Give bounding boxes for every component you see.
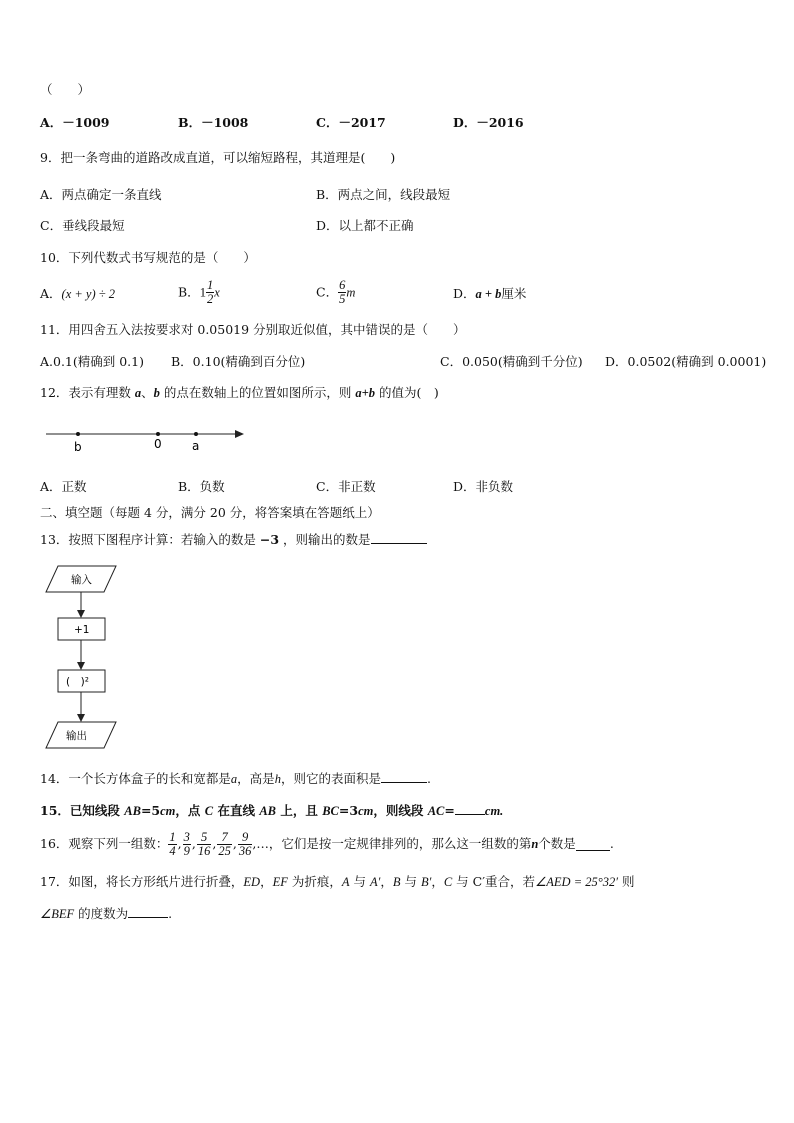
q15-mid3: 上，且 — [276, 803, 323, 818]
q10-option-d-expr: a + b — [475, 287, 502, 301]
q10-stem: 10．下列代数式书写规范的是（ ） — [40, 250, 256, 265]
q16-numerator: 3 — [183, 829, 190, 844]
q14-end: . — [426, 771, 431, 786]
q17-line2 — [40, 905, 172, 922]
q17-pre: 17．如图，将长方形纸片进行折叠， — [40, 874, 244, 889]
q12-stem-post: 的值为( ) — [374, 385, 439, 400]
q9-option-a: A．两点确定一条直线 — [40, 187, 162, 202]
section-2-heading: 二、填空题（每题 4 分，满分 20 分，将答案填在答题纸上） — [40, 505, 380, 520]
q14-var-h: h — [274, 772, 281, 786]
q15-mid2: 在直线 — [213, 803, 260, 818]
q16-denominator: 4 — [169, 843, 176, 858]
q14-stem — [40, 770, 431, 787]
q12-var-b: b — [153, 386, 160, 400]
q9-stem: 9．把一条弯曲的道路改成直道，可以缩短路程，其道理是( ) — [40, 150, 396, 165]
q11-option-c: C．0.050(精确到千分位) — [440, 354, 583, 369]
q10-option-b-fraction — [206, 279, 214, 306]
q15-pre: 15．已知线段 — [40, 803, 125, 818]
q10-option-d-label: D． — [453, 286, 476, 301]
q15-ac: AC — [427, 804, 445, 818]
q15-ab: AB — [124, 804, 141, 818]
q10-option-b-label: B． — [178, 284, 200, 300]
q17-a2: A′ — [369, 875, 381, 889]
point-a — [194, 432, 198, 436]
q14-mid: ，高是 — [237, 771, 275, 786]
q9-option-c: C．垂线段最短 — [40, 218, 125, 233]
q16-fraction-list — [168, 831, 252, 858]
q12-var-a: a — [134, 386, 142, 400]
q12-option-a: A．正数 — [40, 479, 87, 494]
q15-stem — [40, 802, 503, 819]
q16-numerator: 1 — [169, 829, 176, 844]
q8-option-a: A．－1009 — [40, 115, 110, 130]
q13-input-value: −3 — [259, 532, 280, 547]
q10-c-denominator: 5 — [339, 292, 346, 306]
q10-c-numerator: 6 — [339, 278, 346, 292]
q17-line1 — [40, 874, 634, 890]
q17-with2: 与 — [400, 874, 421, 889]
q11-option-b: B．0.10(精确到百分位) — [171, 354, 306, 369]
q10-option-d-unit: 厘米 — [501, 286, 527, 301]
q15-bc: BC — [322, 804, 339, 818]
q15-mid4: ，则线段 — [373, 803, 428, 818]
q14-stem-pre: 14．一个长方体盒子的长和宽都是 — [40, 771, 231, 786]
q15-eq2: =3 — [338, 803, 359, 818]
q10-option-d — [453, 286, 526, 302]
q16-ellipsis: ,…， — [252, 836, 282, 851]
q17-then: 则 — [618, 874, 635, 889]
q15-mid1: ，点 — [175, 803, 205, 818]
q14-post: ，则它的表面积是 — [280, 771, 381, 786]
q16-stem — [40, 826, 614, 862]
q11-option-d: D．0.0502(精确到 0.0001) — [605, 354, 767, 369]
q11-stem: 11．用四舍五入法按要求对 0.05019 分别取近似值，其中错误的是（ ） — [40, 322, 466, 337]
q15-c: C — [204, 804, 214, 818]
q16-denominator: 9 — [183, 843, 190, 858]
q10-option-a — [40, 286, 115, 302]
q12-stem-mid: 的点在数轴上的位置如图所示，则 — [159, 385, 356, 400]
q10-option-b — [178, 279, 220, 311]
q14-var-a: a — [230, 772, 238, 786]
q15-answer-blank — [455, 802, 485, 815]
q17-ef: EF — [272, 875, 288, 889]
q16-comma: , — [191, 836, 196, 851]
q15-ab2: AB — [259, 804, 276, 818]
q10-b-denominator: 2 — [206, 292, 214, 306]
q12-sum: a+b — [355, 386, 375, 400]
q17-c: C — [443, 875, 453, 889]
q16-comma: , — [212, 836, 217, 851]
flow-input-label: 输入 — [71, 574, 92, 586]
q10-option-a-label: A． — [40, 286, 62, 301]
q13-stem-pre: 13．按照下图程序计算：若输入的数是 — [40, 532, 260, 547]
flow-step1-label: +1 — [74, 624, 90, 636]
q10-option-c-var: m — [346, 285, 356, 300]
q16-numerator: 5 — [197, 831, 212, 845]
q16-numerator: 9 — [238, 831, 253, 845]
q9-option-d: D．以上都不正确 — [316, 218, 414, 233]
q16-denominator: 36 — [238, 843, 252, 858]
q12-stem — [40, 385, 439, 401]
label-zero: 0 — [154, 437, 162, 451]
label-b: b — [74, 440, 82, 454]
point-zero — [156, 432, 160, 436]
q16-comma: , — [177, 836, 182, 851]
q16-comma: , — [232, 836, 237, 851]
q12-option-d: D．非负数 — [453, 479, 514, 494]
q17-comma1: ， — [260, 874, 273, 889]
q12-option-c: C．非正数 — [316, 479, 376, 494]
q16-fraction — [183, 831, 191, 858]
q11-option-a: A.0.1(精确到 0.1) — [40, 354, 144, 369]
q15-cm: cm — [160, 804, 176, 818]
q15-cm-2: cm — [358, 804, 374, 818]
q17-ed: ED — [243, 875, 261, 889]
q12-option-b: B．负数 — [178, 479, 225, 494]
q15-end: cm. — [484, 804, 504, 818]
label-a: a — [192, 439, 200, 453]
q16-post-pre: 它们是按一定规律排列的，那么这一组数的第 — [281, 836, 532, 851]
q17-with1: 与 — [349, 874, 370, 889]
q12-stem-pre: 12．表示有理数 — [40, 385, 135, 400]
q17-comma2: ， — [380, 874, 393, 889]
number-line — [40, 420, 250, 460]
q17-with3: 与 — [452, 874, 473, 889]
q17-b: B — [392, 875, 401, 889]
q13-answer-blank — [371, 531, 427, 544]
q17-answer-blank — [128, 905, 168, 918]
q16-fraction — [217, 831, 232, 858]
q17-b2: B′ — [420, 875, 432, 889]
q17-mid: 为折痕， — [287, 874, 342, 889]
flow-output-label: 输出 — [66, 730, 87, 742]
q17-angle-bef: ∠BEF — [40, 907, 75, 921]
q10-b-numerator: 1 — [206, 278, 214, 292]
q16-numerator: 7 — [217, 831, 232, 845]
number-line-arrow — [235, 430, 244, 438]
flowchart — [44, 562, 124, 754]
q17-comma3: ， — [431, 874, 444, 889]
point-b — [76, 432, 80, 436]
q16-end: . — [609, 836, 614, 851]
q15-eq1: =5 — [140, 803, 161, 818]
q16-post: 个数是 — [538, 836, 576, 851]
q8-option-b: B．－1008 — [178, 115, 249, 130]
q16-fraction — [197, 831, 212, 858]
q16-n: n — [531, 837, 539, 851]
q15-eq3: = — [444, 803, 455, 818]
q12-sep: 、 — [141, 385, 154, 400]
q16-denominator: 25 — [218, 843, 231, 858]
q17-a: A — [341, 875, 350, 889]
q17-post: 重合，若 — [485, 874, 536, 889]
q10-option-c — [316, 279, 355, 311]
q10-option-b-whole: 1 — [199, 285, 206, 300]
q17-c2: C′ — [472, 874, 486, 889]
q16-pre: 16．观察下列一组数： — [40, 836, 169, 851]
q17-line2-post: 的度数为 — [74, 906, 129, 921]
q17-angle-expr: ∠AED = 25°32′ — [535, 875, 618, 889]
q16-denominator: 16 — [197, 843, 211, 858]
q8-option-d: D．－2016 — [453, 115, 524, 130]
q10-option-a-expr: (x + y) ÷ 2 — [61, 287, 115, 301]
q13-stem-post: ，则输出的数是 — [279, 532, 371, 547]
q8-option-c: C．－2017 — [316, 115, 386, 130]
q10-option-b-var: x — [214, 285, 220, 300]
q16-answer-blank — [576, 838, 610, 851]
q13-stem — [40, 531, 427, 548]
q14-answer-blank — [381, 770, 427, 783]
q8-paren: （ ） — [40, 82, 91, 97]
q16-fraction — [168, 831, 176, 858]
q17-end: . — [168, 906, 173, 921]
q9-option-b: B．两点之间，线段最短 — [316, 187, 451, 202]
q16-fraction — [238, 831, 253, 858]
flow-step2-label: ( )² — [66, 676, 89, 688]
q10-option-c-label: C． — [316, 284, 339, 300]
